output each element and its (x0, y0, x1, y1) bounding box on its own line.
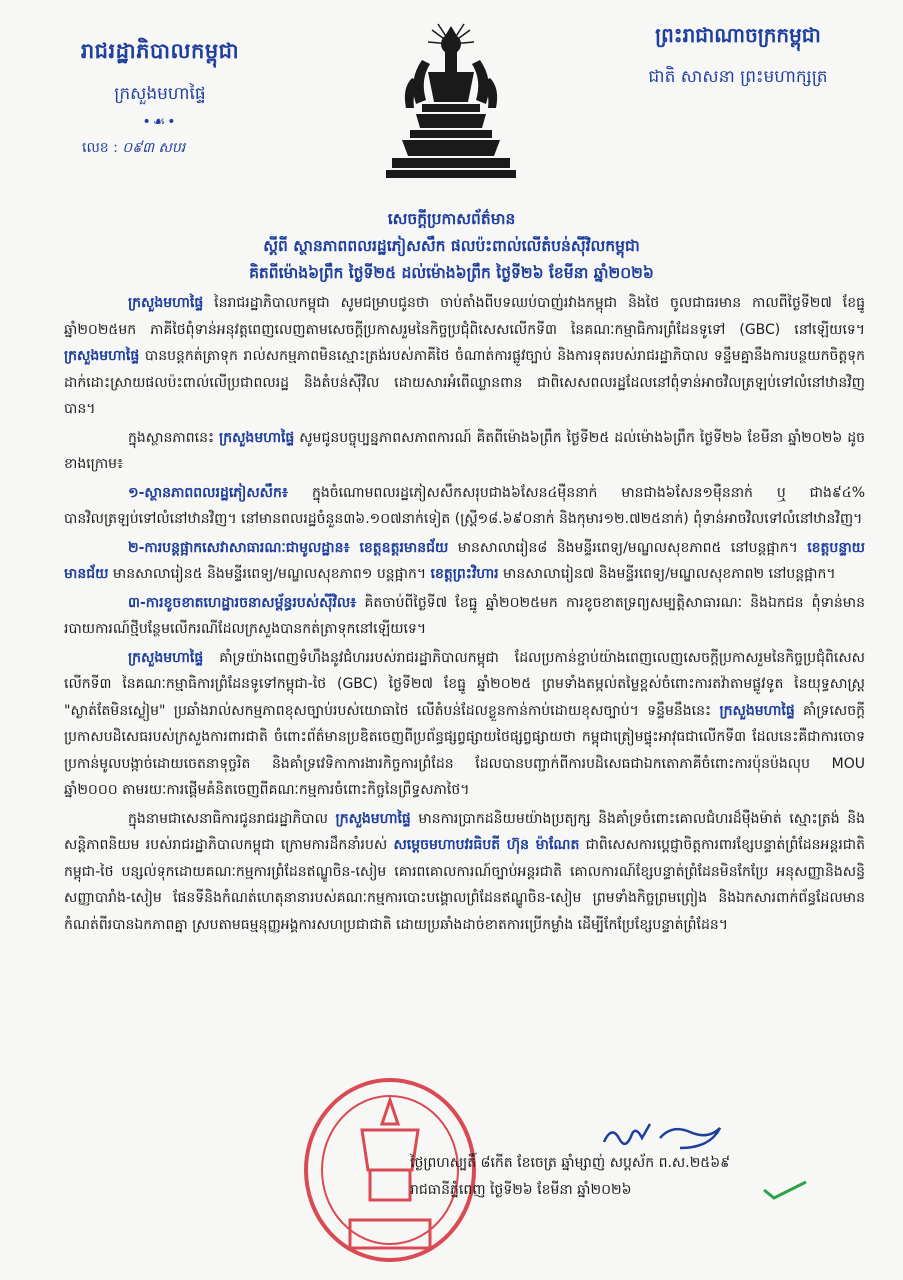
prime-minister-name: សម្តេចមហាបវរធិបតី ហ៊ុន ម៉ាណែត (393, 837, 580, 853)
paragraph-1-text-a: នៃរាជរដ្ឋាភិបាលកម្ពុជា សូមជម្រាបជូនថា ចាប់តាំងពីបទឈប់បាញ់រវាងកម្ពុជា និងថៃ ចូលជាធរមាន កាលពីថ្ងៃទី២៧ ខែធ្នូ ឆ្នាំ២០២៥មក ភាគីថៃពុំទាន់អនុវត្តពេញលេញតាមសេចក្តីប្រកាសរួមនៃកិច្ចប្រជុំពិសេសលើកទី៣ នៃគណៈកម្មាធិការព្រំដែនទូទៅ (GBC) នៅឡើយទេ។ (64, 295, 865, 338)
ministry-mention: ក្រសួងមហាផ្ទៃ (128, 295, 204, 311)
paragraph-damage-text: គិតចាប់ពីថ្ងៃទី៧ ខែធ្នូ ឆ្នាំ២០២៥មក ការខូចខាតទ្រព្យសម្បត្តិសាធារណៈ និងឯកជន ពុំទាន់មានរបាយការណ៍ថ្មីបន្ថែមលើករណីដែលក្រសួងបានកត់ត្រាទុកនៅឡើយទេ។ (64, 594, 865, 637)
ministry-mention: ក្រសួងមហាផ្ទៃ (719, 702, 795, 719)
paragraph-2-text-a: ក្នុងស្ថានភាពនេះ (128, 429, 220, 446)
paragraph-position (64, 806, 865, 939)
paragraph-refugees (64, 480, 865, 533)
kingdom-name: ព្រះរាជាណាចក្រកម្ពុជា (655, 23, 821, 47)
paragraph-services-text-a: មានសាលារៀន៨ និងមន្ទីរពេទ្យ/មណ្ឌលសុខភាព៥ នៅបន្តផ្អាក។ (448, 539, 808, 556)
document-body (64, 290, 865, 940)
solar-date: រាជធានីភ្នំពេញ ថ្ងៃទី២៦ ខែមីនា ឆ្នាំ២០២៦ (410, 1182, 632, 1198)
reference-value: ០៩៣ សបរ (122, 140, 186, 156)
document-title-block (40, 206, 863, 287)
province-mention: ខេត្តបន្ទាយមានជ័យ (64, 539, 865, 582)
ornament-divider: •☙• (142, 114, 178, 130)
section-heading-3: ៣-ការខូចខាតហេដ្ឋារចនាសម្ព័ន្ធរបស់ស៊ីវិល៖ (128, 594, 357, 611)
document-subject: ស្តីពី ស្ថានភាពពលរដ្ឋភៀសសឹក ផលប៉ះពាល់លើតំបន់ស៊ីវិលកម្ពុជា (263, 237, 640, 255)
ministry-name: ក្រសួងមហាផ្ទៃ (114, 84, 206, 104)
paragraph-services (64, 535, 865, 588)
paragraph-support (64, 645, 865, 804)
paragraph-position-text-a: ក្នុងនាមជាសេនាធិការជូនរាជរដ្ឋាភិបាល (128, 810, 336, 827)
ministry-mention: ក្រសួងមហាផ្ទៃ (219, 429, 295, 446)
province-mention: ខេត្តព្រះវិហារ (430, 566, 499, 582)
paragraph-1 (64, 290, 865, 423)
reference-number (40, 138, 280, 159)
paragraph-2 (64, 425, 865, 478)
paragraph-support-text-b: គាំទ្រសេចក្តីប្រកាសបដិសេធរបស់ក្រសួងការពារជាតិ ចំពោះព័ត៌មានប្រឌិតចេញពីប្រព័ន្ធផ្សព្វផ្សាយថៃផ្សព្វផ្សាយថា កម្ពុជាត្រៀមផ្ទុះអាវុធជាលើកទី៣ ដែលនេះគឺជាការចោទប្រកាន់មូលបង្កាច់ដោយចេតនាទុច្ចរិត និងគាំទ្រវេទិកាការងារកិច្ចការព្រំដែន ដែលបានបញ្ជាក់ពីការបដិសេធជាឯកតោភាគីចំពោះការប៉ុនប៉ងលុប MOU ឆ្នាំ២០០០ តាមរយៈការផ្តើមគំនិតចេញពីគណៈកម្មការចំពោះកិច្ចនៃព្រឹទ្ធសភាថៃ។ (64, 702, 865, 798)
document-period: គិតពីម៉ោង៦ព្រឹក ថ្ងៃទី២៥ ដល់ម៉ោង៦ព្រឹក ថ្ងៃទី២៦ ខែមីនា ឆ្នាំ២០២៦ (249, 264, 654, 282)
kingdom-header (603, 22, 873, 91)
paragraph-1-text-b: បានបន្តកត់ត្រាទុក រាល់សកម្មភាពមិនស្មោះត្រង់របស់ភាគីថៃ ចំណាត់ការផ្លូវច្បាប់ និងការទុតរបស់រាជរដ្ឋាភិបាល ទន្ទឹមគ្នានឹងការបន្ថយកចិត្តទុកដាក់ដោះស្រាយផលប៉ះពាល់លើប្រជាពលរដ្ឋ និងតំបន់ស៊ីវិល ដោយសារអំពើឈ្លានពាន ជាពិសេសពលរដ្ឋដែលនៅពុំទាន់អាចវិលត្រឡប់ទៅលំនៅឋានវិញបាន។ (64, 348, 865, 417)
paragraph-services-text-c: មានសាលារៀន៧ និងមន្ទីរពេទ្យ/មណ្ឌលសុខភាព២ នៅបន្តផ្អាក។ (498, 566, 836, 582)
reference-label: លេខ : (82, 140, 118, 156)
paragraph-position-text-b: មានការប្រាកដនិយមយ៉ាងប្រត្យក្ស និងគាំទ្រចំពោះគោលជំហរដ៏ម៉ឺងម៉ាត់ ស្មោះត្រង់ និងសន្តិភាពនិយម របស់រាជរដ្ឋាភិបាលកម្ពុជា ក្រោមការដឹកនាំរបស់ (64, 810, 865, 853)
section-heading-2: ២-ការបន្តផ្អាកសេវាសាធារណៈជាមូលដ្ឋាន៖ ខេត្តឧត្តរមានជ័យ (128, 539, 449, 556)
ministry-header (40, 38, 280, 159)
ministry-mention: ក្រសួងមហាផ្ទៃ (335, 810, 411, 827)
paragraph-refugees-text: ក្នុងចំណោមពលរដ្ឋភៀសសឹកសរុបជាង៦សែន៤ម៉ឺននាក់ មានជាង៦សែន១ម៉ឺននាក់ ឬ ជាង៩៤% បានវិលត្រឡប់ទៅលំនៅឋានវិញ។ នៅមានពលរដ្ឋចំនួន៣៦.១០៧នាក់ទៀត (ស្ត្រី១៨.៦៩០នាក់ និងកុមារ១២.៧២៥នាក់) ពុំទាន់អាចវិលទៅលំនៅឋានវិញ។ (64, 484, 865, 527)
document-title: សេចក្តីប្រកាសព័ត៌មាន (387, 210, 516, 228)
lunar-date: ថ្ងៃព្រហស្បតិ៍ ៨កើត ខែចេត្រ ឆ្នាំម្សាញ់ សប្តស័ក ព.ស.២៥៦៩ (410, 1155, 731, 1171)
national-motto: ជាតិ សាសនា ព្រះមហាក្សត្រ (648, 67, 828, 87)
section-heading-1: ១-ស្ថានភាពពលរដ្ឋភៀសសឹក៖ (128, 484, 289, 501)
paragraph-services-text-b: មានសាលារៀន៥ និងមន្ទីរពេទ្យ/មណ្ឌលសុខភាព១ បន្តផ្អាក។ (108, 566, 431, 582)
royal-emblem-icon (372, 22, 530, 184)
checkmark-icon (760, 1180, 810, 1200)
ministry-mention: ក្រសួងមហាផ្ទៃ (64, 348, 140, 364)
paragraph-position-text-c: ជាពិសេសការប្តេជ្ញាចិត្តការពារខ្សែបន្ទាត់ព្រំដែនអន្តរជាតិកម្ពុជា-ថៃ បន្សល់ទុកដោយគណៈកម្មការព្រំដែនឥណ្ឌូចិន-សៀម គោរពគោលការណ៍ច្បាប់អន្តរជាតិ គោលការណ៍ខ្សែបន្ទាត់ព្រំដែនមិនកែប្រែ អនុសញ្ញានិងសន្ធិសញ្ញាបារាំង-សៀម ផែនទីនិងកំណត់ហេតុនានារបស់គណៈកម្មការបោះបង្គោលព្រំដែនឥណ្ឌូចិន-សៀម ព្រមទាំងកិច្ចព្រមព្រៀង និងឯកសារពាក់ព័ន្ធដែលមានកំណត់ពីរបានឯកភាពគ្នា ស្របតាមធម្មនុញ្ញអង្គការសហប្រជាជាតិ ដោយប្រឆាំងដាច់ខាតការប្រើកម្លាំង ដើម្បីកែប្រែខ្សែបន្ទាត់ព្រំដែន។ (64, 837, 865, 933)
paragraph-damage (64, 590, 865, 643)
paragraph-2-text-b: សូមជូនបច្ចុប្បន្នភាពសភាពការណ៍ គិតពីម៉ោង៦ព្រឹក ថ្ងៃទី២៥ ដល់ម៉ោង៦ព្រឹក ថ្ងៃទី២៦ ខែមីនា ឆ្នាំ២០២៦ ដូចខាងក្រោម៖ (64, 429, 865, 472)
paragraph-support-text-a: គាំទ្រយ៉ាងពេញទំហឹងនូវជំហររបស់រាជរដ្ឋាភិបាលកម្ពុជា ដែលប្រកាន់ខ្ជាប់យ៉ាងពេញលេញសេចក្តីប្រកាសរួមនៃកិច្ចប្រជុំពិសេសលើកទី៣ នៃគណៈកម្មាធិការព្រំដែនទូទៅកម្ពុជា-ថៃ (GBC) ថ្ងៃទី២៧ ខែធ្នូ ឆ្នាំ២០២៥ ព្រមទាំងតម្កល់តម្លៃខ្ពស់ចំពោះការតវ៉ាតាមផ្លូវទូត នៃយុទ្ធសាស្ត្រ "ស្ងាត់តែមិនស្ងៀម" ប្រឆាំងរាល់សកម្មភាពខុសច្បាប់របស់យោធាថៃ លើតំបន់ដែលខ្លួនកាន់កាប់ដោយខុសច្បាប់។ ទន្ទឹមនឹងនេះ (64, 649, 865, 719)
government-name: រាជរដ្ឋាភិបាលកម្ពុជា (80, 39, 240, 63)
ministry-mention: ក្រសួងមហាផ្ទៃ (128, 649, 204, 666)
